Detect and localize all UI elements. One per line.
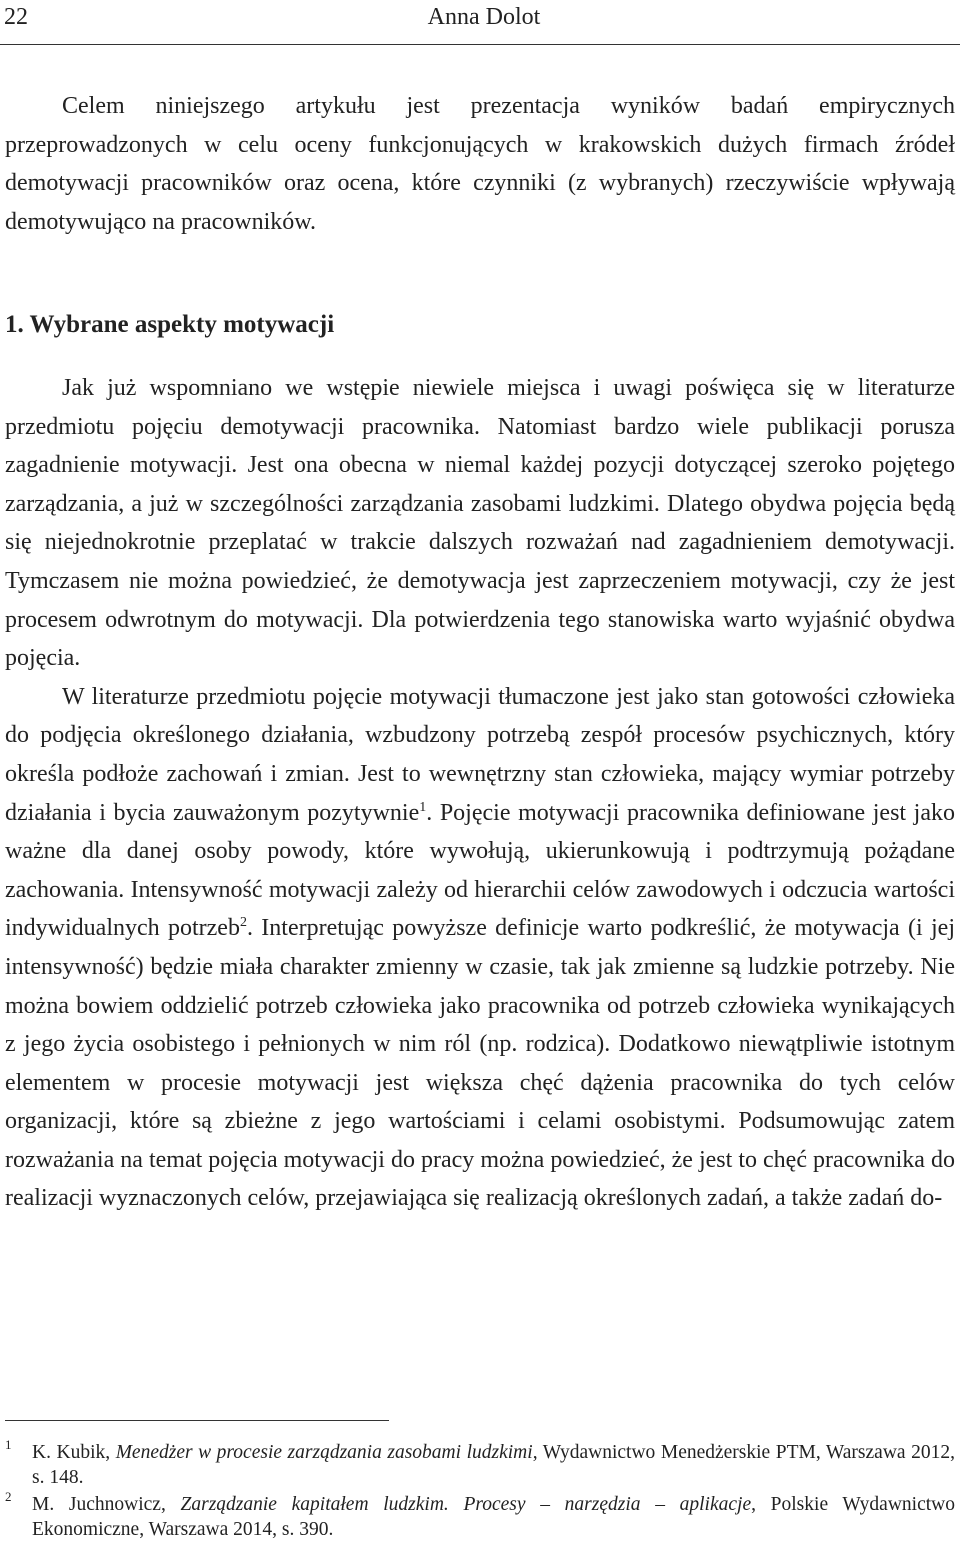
paragraph-2-text-3: . Interpretując powyższe definicje warto podkreślić, że motywacja (i jej intensywność) będzie miała charakter zmienny w czasie, tak jak zmienne są ludzkie potrzeby. Nie można bowiem oddzielić potrzeb człowieka jako pracownika od potrzeb człowieka wynikających z jego życia osobistego i pełnionych w nim ról (np. rodzica). Dodatkowo niewątpliwie istotnym elementem w procesie motywacji jest większa chęć dążenia pracownika do tych celów organizacji, które są zbieżne z jego wartościami i celami osobistymi. Podsumowując zatem rozważania na temat pojęcia motywacji do pracy można powiedzieć, że jest to chęć pracownika do realizacji wyznaczonych celów, przejawiająca się realizacją określonych zadań, a także zadań do-: [5, 915, 955, 1212]
page-header: [0, 0, 960, 45]
section-heading: 1. Wybrane aspekty motywacji: [5, 311, 335, 338]
page-number: 22: [4, 4, 28, 30]
footnote-2: [5, 1489, 955, 1542]
footnote-publication: , Wydawnictwo Menedżerskie PTM, Warszawa 2012, s. 148.: [32, 1442, 955, 1488]
footnote-reference-1[interactable]: 1: [419, 799, 427, 815]
paragraph-2-text-1: W literaturze przedmiotu pojęcie motywacji tłumaczone jest jako stan gotowości człowieka do podjęcia określonego działania, wzbudzony potrzebą zespół procesów psychicznych, który określa podłoże zachowań i zmian. Jest to wewnętrzny stan człowieka, mający wymiar potrzeby działania i bycia zauważonym pozytywnie: [5, 683, 955, 826]
footnote-divider: [5, 1420, 389, 1421]
footnote-number: 2: [5, 1489, 12, 1504]
footnote-title: Zarządzanie kapitałem ludzkim. Procesy – narzędzia – aplikacje: [180, 1494, 752, 1515]
intro-text-block: [5, 87, 955, 241]
intro-paragraph: Celem niniejszego artykułu jest prezentacja wyników badań empirycznych przeprowadzonych w celu oceny funkcjonujących w krakowskich dużych firmach źródeł demotywacji pracowników oraz ocena, które czynniki (z wybranych) rzeczywiście wpływają demotywująco na pracowników.: [5, 93, 955, 235]
footnotes: [5, 1437, 955, 1544]
footnote-number: 1: [5, 1437, 12, 1452]
section-paragraph-2: [5, 678, 955, 1218]
footnote-1: [5, 1437, 955, 1490]
running-head-author: Anna Dolot: [427, 4, 541, 30]
footnote-author: K. Kubik,: [32, 1442, 116, 1463]
footnote-publication: , Polskie Wydawnictwo Ekonomiczne, Warszawa 2014, s. 390.: [32, 1494, 955, 1540]
footnote-reference-2[interactable]: 2: [239, 915, 247, 931]
footnote-author: M. Juchnowicz,: [32, 1494, 181, 1515]
footnote-title: Menedżer w procesie zarządzania zasobami ludzkimi: [115, 1442, 533, 1463]
paragraph-2-text-2: . Pojęcie motywacji pracownika definiowane jest jako ważne dla danej osoby powody, które wywołują, ukierunkowują i podtrzymują pożądane zachowania. Intensywność motywacji zależy od hierarchii celów zawodowych i odczucia wartości indywidualnych potrzeb: [5, 799, 955, 942]
section-body: [5, 369, 955, 1218]
section-paragraph-1: Jak już wspomniano we wstępie niewiele miejsca i uwagi poświęca się w literaturze przedmiotu pojęciu demotywacji pracownika. Natomiast bardzo wiele publikacji porusza zagadnienie motywacji. Jest ona obecna w niemal każdej pozycji dotyczącej szeroko pojętego zarządzania, a już w szczególności zarządzania zasobami ludzkimi. Dlatego obydwa pojęcia będą się niejednokrotnie przeplatać w trakcie dalszych rozważań nad zagadnieniem demotywacji. Tymczasem nie można powiedzieć, że demotywacja jest zaprzeczeniem motywacji, czy że jest procesem odwrotnym do motywacji. Dla potwierdzenia tego stanowiska warto wyjaśnić obydwa pojęcia.: [5, 375, 955, 672]
